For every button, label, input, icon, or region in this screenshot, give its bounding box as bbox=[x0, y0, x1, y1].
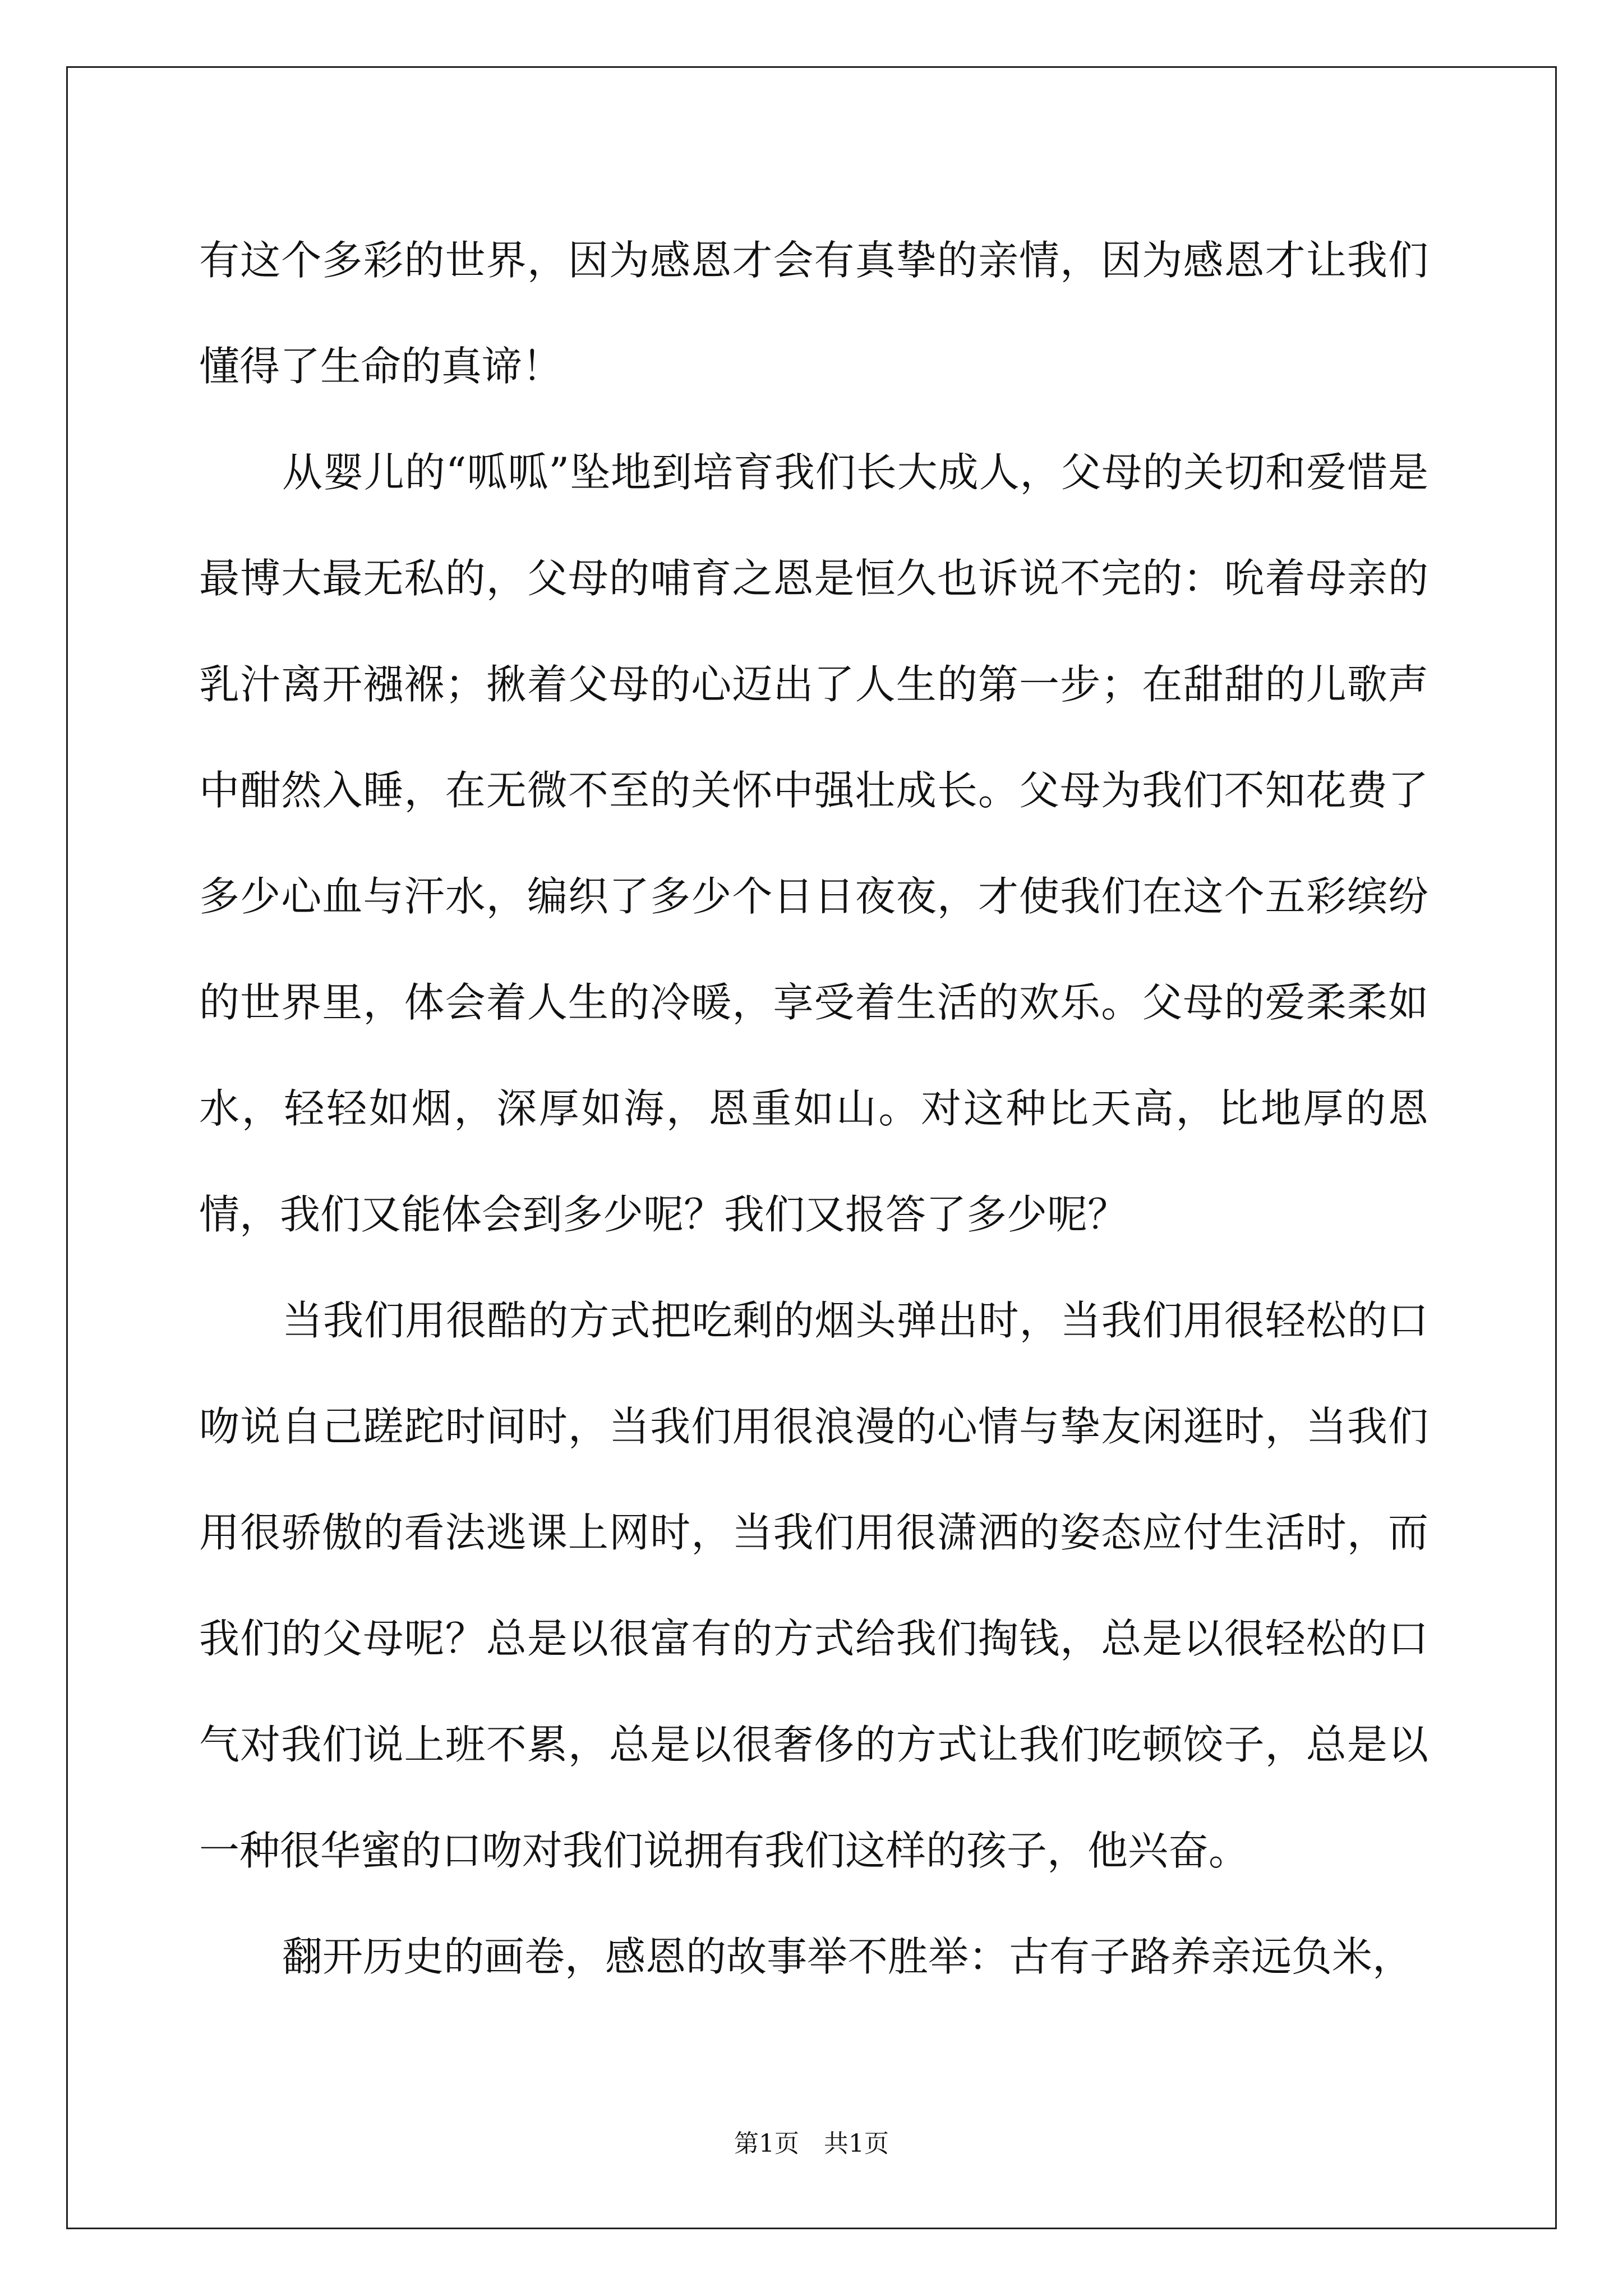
paragraph-2: 从婴儿的“呱呱”坠地到培育我们长大成人，父母的关切和爱惜是最博大最无私的，父母的哺育之恩是恒久也诉说不完的：吮着母亲的乳汁离开襁褓；揪着父母的心迈出了人生的第一步；在甜甜的儿歌声中酣然入睡，在无微不至的关怀中强壮成长。父母为我们不知花费了多少心血与汗水，编织了多少个日日夜夜，才使我们在这个五彩缤纷的世界里，体会着人生的冷暖，享受着生活的欢乐。父母的爱柔柔如水，轻轻如烟，深厚如海，恩重如山。对这种比天高，比地厚的恩情，我们又能体会到多少呢？我们又报答了多少呢？ bbox=[199, 449, 1428, 1238]
document-body bbox=[199, 208, 1428, 2010]
page-footer: 第1页 共1页 bbox=[734, 2129, 889, 2158]
paragraph-1: 有这个多彩的世界，因为感恩才会有真挚的亲情，因为感恩才让我们懂得了生命的真谛！ bbox=[199, 237, 1428, 390]
paragraph-3: 当我们用很酷的方式把吃剩的烟头弹出时，当我们用很轻松的口吻说自己蹉跎时间时，当我们用很浪漫的心情与挚友闲逛时，当我们用很骄傲的看法逃课上网时，当我们用很潇洒的姿态应付生活时，而我们的父母呢？总是以很富有的方式给我们掏钱，总是以很轻松的口气对我们说上班不累，总是以很奢侈的方式让我们吃顿饺子，总是以一种很华蜜的口吻对我们说拥有我们这样的孩子，他兴奋。 bbox=[199, 1297, 1428, 1874]
paragraph-4: 翻开历史的画卷，感恩的故事举不胜举：古有子路养亲远负米， bbox=[282, 1933, 1413, 1980]
